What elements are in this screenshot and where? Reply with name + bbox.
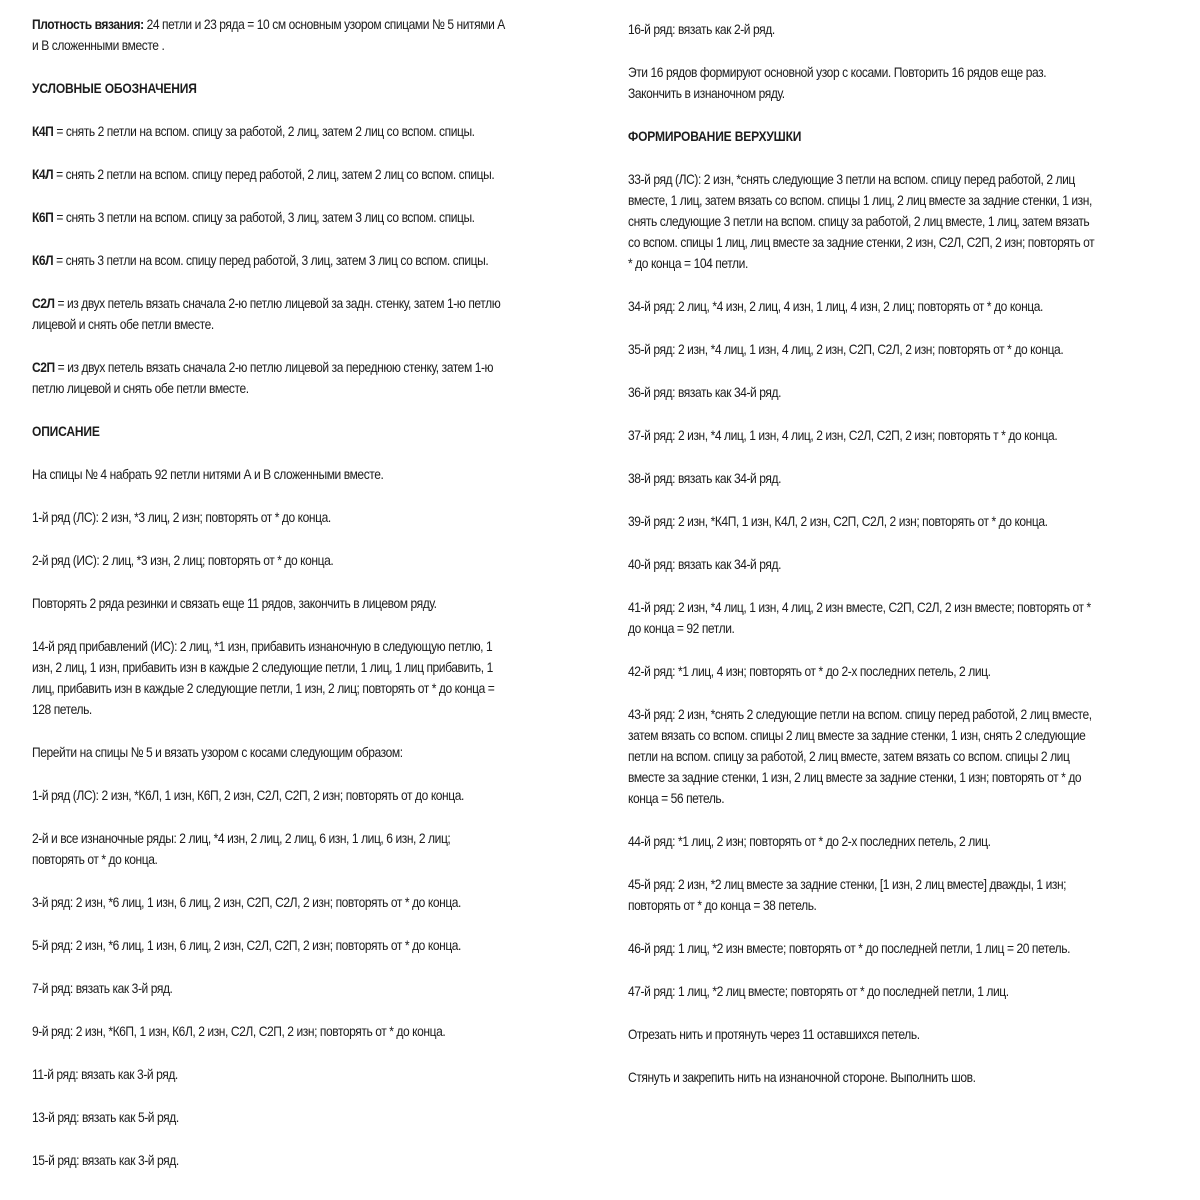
s2p-text-line2: петлю лицевой и снять обе петли вместе.: [32, 380, 249, 396]
row-33-line5: * до конца = 104 петли.: [628, 255, 748, 271]
row-43-line4: вместе за задние стенки, 1 изн, 2 лиц вместе за задние стенки, 1 изн; повторять от * до: [628, 769, 1082, 785]
row-41-line1: 41-й ряд: 2 изн, *4 лиц, 1 изн, 4 лиц, 2 изн вместе, С2П, С2Л, 2 изн вместе; повторять от *: [628, 599, 1091, 615]
cut-yarn: Отрезать нить и протянуть через 11 оставшихся петель.: [628, 1026, 920, 1042]
legend-s2l: [32, 293, 565, 335]
crown-row-37: 37-й ряд: 2 изн, *4 лиц, 1 изн, 4 лиц, 2 изн, С2Л, С2П, 2 изн; повторять т * до конца.: [628, 427, 1058, 443]
pattern-row-3: 3-й ряд: 2 изн, *6 лиц, 1 изн, 6 лиц, 2 изн, С2П, С2Л, 2 изн; повторять от * до конца.: [32, 894, 461, 910]
row-33-line3: снять следующие 3 петли на вспом. спицу за работой, 2 лиц вместе, 1 лиц, затем вязать: [628, 213, 1090, 229]
crown-row-36: 36-й ряд: вязать как 34-й ряд.: [628, 384, 781, 400]
gauge-label: Плотность вязания:: [32, 16, 144, 32]
crown-row-43: [628, 704, 1161, 809]
crown-row-35: 35-й ряд: 2 изн, *4 лиц, 1 изн, 4 лиц, 2 изн, С2П, С2Л, 2 изн; повторять от * до конца.: [628, 341, 1064, 357]
k4p-text: = снять 2 петли на вспом. спицу за работой, 2 лиц, затем 2 лиц со вспом. спицы.: [53, 123, 475, 139]
left-column: [32, 14, 565, 1171]
gauge-text-line2: и В сложенными вместе .: [32, 37, 165, 53]
crown-row-45: [628, 874, 1161, 916]
pattern-row-2-line1: 2-й и все изнаночные ряды: 2 лиц, *4 изн, 2 лиц, 2 лиц, 6 изн, 1 лиц, 6 изн, 2 лиц;: [32, 830, 451, 846]
pattern-note-line1: Эти 16 рядов формируют основной узор с косами. Повторить 16 рядов еще раз.: [628, 64, 1047, 80]
gauge-text: 24 петли и 23 ряда = 10 см основным узором спицами № 5 нитями А: [143, 16, 505, 32]
s2p-label: С2П: [32, 359, 55, 375]
pattern-note-line2: Закончить в изнаночном ряду.: [628, 85, 785, 101]
k4l-label: К4Л: [32, 166, 54, 182]
cast-on: На спицы № 4 набрать 92 петли нитями А и В сложенными вместе.: [32, 466, 384, 482]
row-43-line2: затем вязать со вспом. спицы 2 лиц вместе за задние стенки, 1 изн, снять 2 следующие: [628, 727, 1086, 743]
crown-row-46: 46-й ряд: 1 лиц, *2 изн вместе; повторять от * до последней петли, 1 лиц = 20 петель.: [628, 940, 1071, 956]
crown-row-42: 42-й ряд: *1 лиц, 4 изн; повторять от * до 2-х последних петель, 2 лиц.: [628, 663, 991, 679]
crown-row-39: 39-й ряд: 2 изн, *К4П, 1 изн, К4Л, 2 изн, С2П, С2Л, 2 изн; повторять от * до конца.: [628, 513, 1048, 529]
row-45-line1: 45-й ряд: 2 изн, *2 лиц вместе за задние стенки, [1 изн, 2 лиц вместе] дважды, 1 изн;: [628, 876, 1067, 892]
s2p-text: = из двух петель вязать сначала 2-ю петлю лицевой за переднюю стенку, затем 1-ю: [54, 359, 494, 375]
crown-row-40: 40-й ряд: вязать как 34-й ряд.: [628, 556, 781, 572]
legend-k6l: [32, 250, 565, 271]
row-33-line2: вместе, 1 лиц, затем вязать со вспом. спицы 1 лиц, 2 лиц вместе за задние стенки, 1 изн,: [628, 192, 1092, 208]
pattern-row-15: 15-й ряд: вязать как 3-й ряд.: [32, 1152, 179, 1168]
pattern-row-13: 13-й ряд: вязать как 5-й ряд.: [32, 1109, 179, 1125]
row-33-line4: со вспом. спицы 1 лиц, лиц вместе за задние стенки, 2 изн, С2Л, С2П, 2 изн; повторять от: [628, 234, 1095, 250]
row-14-line2: изн, 2 лиц, 1 изн, прибавить изн в каждые 2 следующие петли, 1 лиц, 1 лиц прибавить, 1: [32, 659, 493, 675]
k6p-text: = снять 3 петли на вспом. спицу за работой, 3 лиц, затем 3 лиц со вспом. спицы.: [53, 209, 475, 225]
row-14-increase: [32, 636, 565, 720]
description-heading: ОПИСАНИЕ: [32, 423, 100, 439]
crown-row-34: 34-й ряд: 2 лиц, *4 изн, 2 лиц, 4 изн, 1 лиц, 4 изн, 2 лиц; повторять от * до конца.: [628, 298, 1043, 314]
k6l-label: К6Л: [32, 252, 54, 268]
pattern-row-7: 7-й ряд: вязать как 3-й ряд.: [32, 980, 173, 996]
row-14-line1: 14-й ряд прибавлений (ИС): 2 лиц, *1 изн, прибавить изнаночную в следующую петлю, 1: [32, 638, 493, 654]
pattern-row-11: 11-й ряд: вязать как 3-й ряд.: [32, 1066, 178, 1082]
k4p-label: К4П: [32, 123, 54, 139]
right-column: [628, 14, 1161, 1088]
legend-k4p: [32, 121, 565, 142]
switch-needles: Перейти на спицы № 5 и вязать узором с косами следующим образом:: [32, 744, 403, 760]
crown-heading: ФОРМИРОВАНИЕ ВЕРХУШКИ: [628, 128, 802, 144]
row-33-line1: 33-й ряд (ЛС): 2 изн, *снять следующие 3 петли на вспом. спицу перед работой, 2 лиц: [628, 171, 1075, 187]
gauge-paragraph: [32, 14, 565, 56]
pattern-row-16: 16-й ряд: вязать как 2-й ряд.: [628, 21, 775, 37]
row-43-line5: конца = 56 петель.: [628, 790, 725, 806]
pattern-row-9: 9-й ряд: 2 изн, *К6П, 1 изн, К6Л, 2 изн, С2Л, С2П, 2 изн; повторять от * до конца.: [32, 1023, 446, 1039]
legend-s2p: [32, 357, 565, 399]
k6l-text: = снять 3 петли на всом. спицу перед работой, 3 лиц, затем 3 лиц со вспом. спицы.: [53, 252, 489, 268]
crown-row-47: 47-й ряд: 1 лиц, *2 лиц вместе; повторять от * до последней петли, 1 лиц.: [628, 983, 1009, 999]
row-14-line4: 128 петель.: [32, 701, 92, 717]
row-45-line2: повторять от * до конца = 38 петель.: [628, 897, 817, 913]
rib-row-2: 2-й ряд (ИС): 2 лиц, *3 изн, 2 лиц; повторять от * до конца.: [32, 552, 334, 568]
legend-heading: УСЛОВНЫЕ ОБОЗНАЧЕНИЯ: [32, 80, 197, 96]
k4l-text: = снять 2 петли на вспом. спицу перед работой, 2 лиц, затем 2 лиц со вспом. спицы.: [53, 166, 495, 182]
legend-k4l: [32, 164, 565, 185]
s2l-text: = из двух петель вязать сначала 2-ю петлю лицевой за задн. стенку, затем 1-ю петлю: [54, 295, 501, 311]
finishing: Стянуть и закрепить нить на изнаночной стороне. Выполнить шов.: [628, 1069, 976, 1085]
pattern-row-2: [32, 828, 565, 870]
legend-k6p: [32, 207, 565, 228]
row-14-line3: лиц, прибавить изн в каждые 2 следующие петли, 1 изн, 2 лиц; повторять от * до конца =: [32, 680, 495, 696]
pattern-row-5: 5-й ряд: 2 изн, *6 лиц, 1 изн, 6 лиц, 2 изн, С2Л, С2П, 2 изн; повторять от * до конца.: [32, 937, 461, 953]
crown-row-38: 38-й ряд: вязать как 34-й ряд.: [628, 470, 781, 486]
rib-row-1: 1-й ряд (ЛС): 2 изн, *3 лиц, 2 изн; повторять от * до конца.: [32, 509, 331, 525]
rib-repeat: Повторять 2 ряда резинки и связать еще 11 рядов, закончить в лицевом ряду.: [32, 595, 437, 611]
k6p-label: К6П: [32, 209, 54, 225]
pattern-row-1: 1-й ряд (ЛС): 2 изн, *К6Л, 1 изн, К6П, 2 изн, С2Л, С2П, 2 изн; повторять от до конца.: [32, 787, 464, 803]
row-43-line3: петли на вспом. спицу за работой, 2 лиц вместе, затем вязать со вспом. спицы 2 лиц: [628, 748, 1070, 764]
pattern-row-2-line2: повторять от * до конца.: [32, 851, 158, 867]
row-43-line1: 43-й ряд: 2 изн, *снять 2 следующие петли на вспом. спицу перед работой, 2 лиц вместе,: [628, 706, 1092, 722]
crown-row-41: [628, 597, 1161, 639]
s2l-label: С2Л: [32, 295, 55, 311]
row-41-line2: до конца = 92 петли.: [628, 620, 735, 636]
s2l-text-line2: лицевой и снять обе петли вместе.: [32, 316, 214, 332]
crown-row-44: 44-й ряд: *1 лиц, 2 изн; повторять от * до 2-х последних петель, 2 лиц.: [628, 833, 991, 849]
crown-row-33: [628, 169, 1161, 274]
pattern-note: [628, 62, 1161, 104]
